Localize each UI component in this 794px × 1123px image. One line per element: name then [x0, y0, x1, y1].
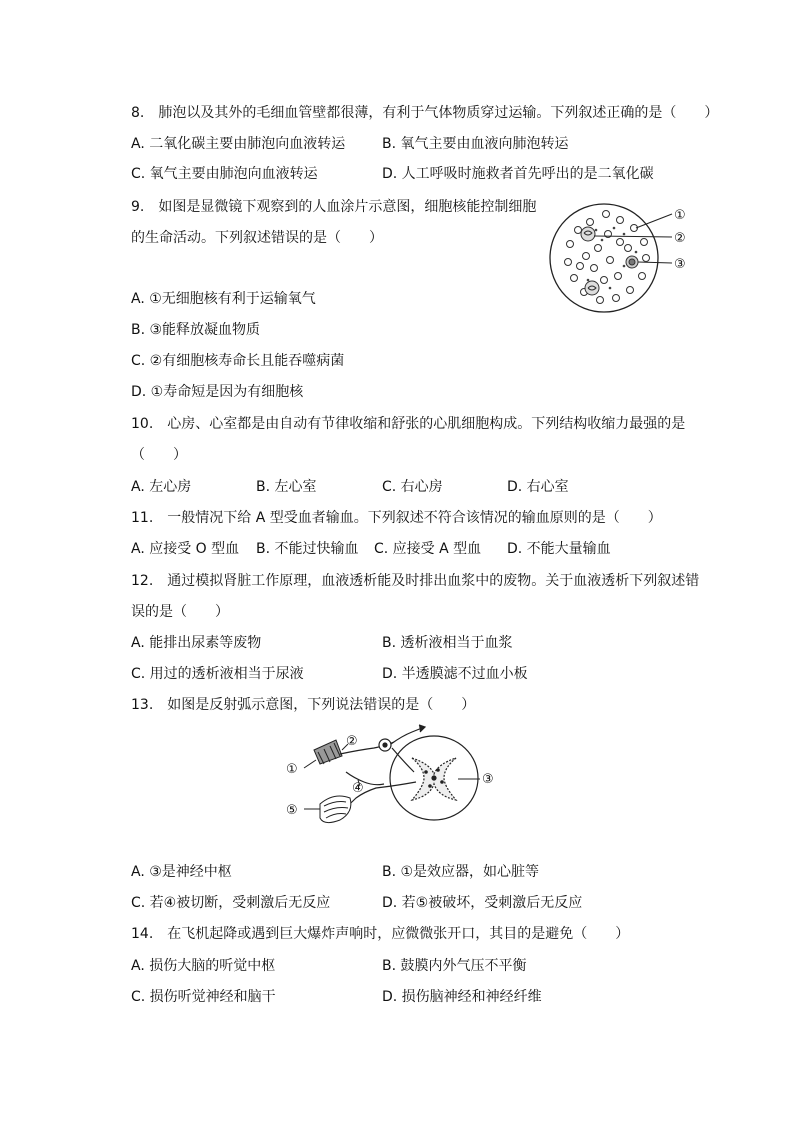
q12-option-c: C. 用过的透析液相当于尿液	[131, 666, 304, 682]
q8-option-c: C. 氧气主要由肺泡向血液转运	[131, 166, 318, 182]
figure-label-2: ②	[674, 231, 686, 246]
q13-option-c: C. 若④被切断，受刺激后无反应	[131, 895, 331, 911]
q10-stem: 10. 心房、心室都是由自动有节律收缩和舒张的心肌细胞构成。下列结构收缩力最强的是	[131, 416, 686, 432]
q13-option-a: A. ③是神经中枢	[131, 864, 232, 880]
q11-option-a: A. 应接受 O 型血	[131, 541, 240, 557]
q12-option-d: D. 半透膜滤不过血小板	[382, 666, 528, 682]
figure-label-3: ③	[674, 257, 686, 272]
q14-option-a: A. 损伤大脑的听觉中枢	[131, 958, 276, 974]
figure-label-1: ①	[674, 208, 686, 223]
q10-option-a: A. 左心房	[131, 479, 192, 495]
q12-option-b: B. 透析液相当于血浆	[382, 635, 513, 651]
q13-stem: 13. 如图是反射弧示意图，下列说法错误的是（ ）	[131, 697, 476, 713]
q12-stem-line2: 误的是（ ）	[131, 604, 229, 620]
q13-option-d: D. 若⑤被破坏，受刺激后无反应	[382, 895, 583, 911]
q10-option-c: C. 右心房	[382, 479, 443, 495]
q13-option-b: B. ①是效应器，如心脏等	[382, 864, 540, 880]
q9-stem-line1: 9. 如图是显微镜下观察到的人血涂片示意图，细胞核能控制细胞	[131, 199, 537, 215]
blood-smear-figure	[548, 200, 698, 320]
reflex-label-1: ①	[286, 762, 298, 777]
q11-stem: 11. 一般情况下给 A 型受血者输血。下列叙述不符合该情况的输血原则的是（ ）	[131, 510, 662, 526]
q10-option-b: B. 左心室	[256, 479, 317, 495]
reflex-label-4: ④	[352, 781, 364, 796]
q8-option-a: A. 二氧化碳主要由肺泡向血液转运	[131, 136, 346, 152]
q11-option-d: D. 不能大量输血	[507, 541, 611, 557]
q14-stem: 14. 在飞机起降或遇到巨大爆炸声响时，应微微张开口，其目的是避免（ ）	[131, 926, 630, 942]
q10-option-d: D. 右心室	[507, 479, 569, 495]
q12-stem-line1: 12. 通过模拟肾脏工作原理，血液透析能及时排出血浆中的废物。关于血液透析下列叙述错	[131, 573, 700, 589]
q8-option-b: B. 氧气主要由血液向肺泡转运	[382, 136, 569, 152]
q8-stem: 8. 肺泡以及其外的毛细血管壁都很薄，有利于气体物质穿过运输。下列叙述正确的是（ ）	[131, 105, 719, 121]
reflex-label-2: ②	[346, 734, 358, 749]
q10-stem-line2: （ ）	[131, 447, 187, 463]
q11-option-b: B. 不能过快输血	[256, 541, 359, 557]
q9-option-b: B. ③能释放凝血物质	[131, 322, 261, 338]
q14-option-b: B. 鼓膜内外气压不平衡	[382, 958, 527, 974]
q14-option-c: C. 损伤听觉神经和脑干	[131, 989, 276, 1005]
q14-option-d: D. 损伤脑神经和神经纤维	[382, 989, 542, 1005]
q9-option-d: D. ①寿命短是因为有细胞核	[131, 384, 304, 400]
q9-stem-line2: 的生命活动。下列叙述错误的是（ ）	[131, 230, 383, 246]
q11-option-c: C. 应接受 A 型血	[374, 541, 482, 557]
q9-option-c: C. ②有细胞核寿命长且能吞噬病菌	[131, 353, 345, 369]
reflex-label-3: ③	[482, 772, 494, 787]
reflex-label-5: ⑤	[286, 803, 298, 818]
reflex-arc-figure	[284, 722, 514, 842]
q9-option-a: A. ①无细胞核有利于运输氧气	[131, 291, 316, 307]
q8-option-d: D. 人工呼吸时施救者首先呼出的是二氧化碳	[382, 166, 654, 182]
q12-option-a: A. 能排出尿素等废物	[131, 635, 262, 651]
